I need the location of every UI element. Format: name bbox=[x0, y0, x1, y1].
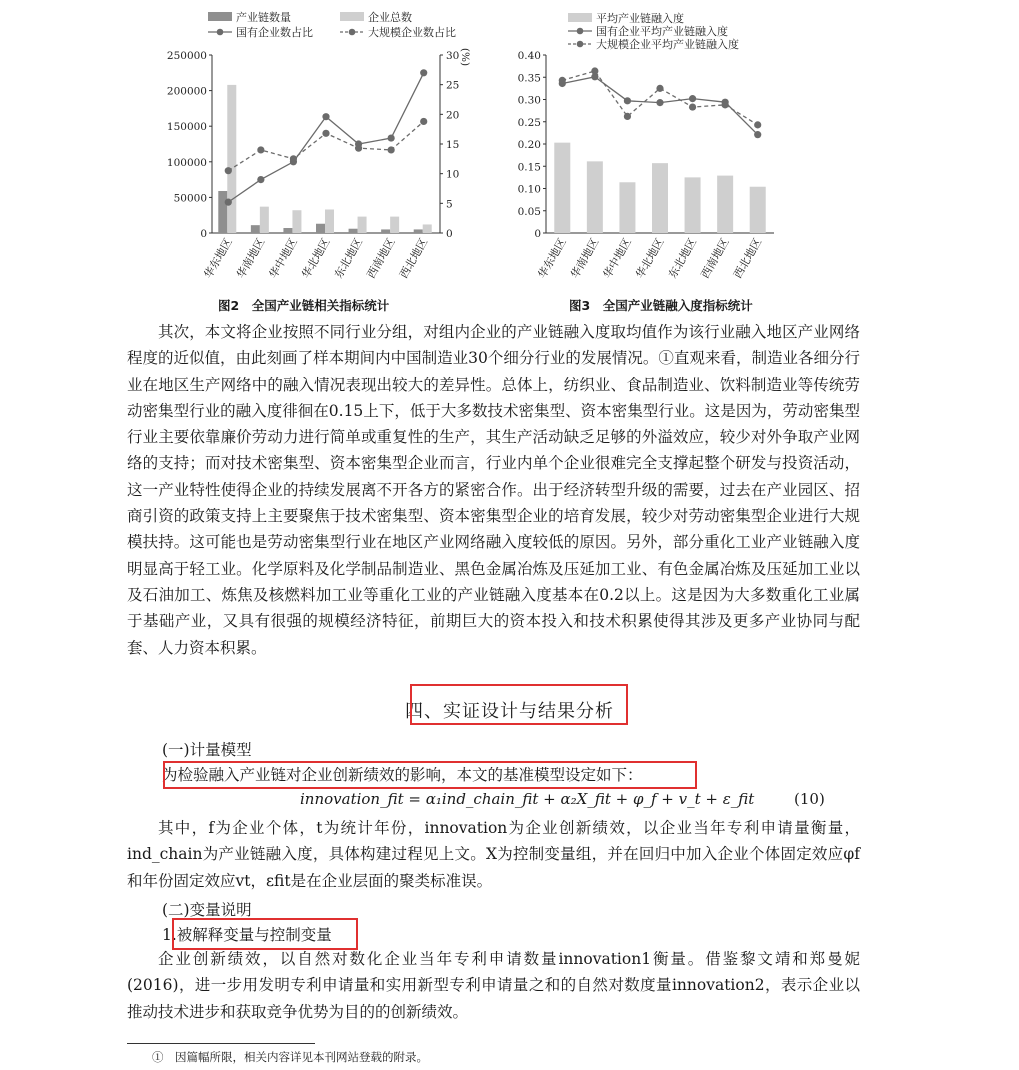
point-1-0 bbox=[225, 167, 232, 174]
series-line-1 bbox=[562, 71, 757, 125]
y-tick-label-0: 0 bbox=[534, 228, 541, 240]
legend-marker-1 bbox=[577, 28, 584, 35]
category-label-4: 东北地区 bbox=[665, 236, 700, 281]
y-tick-label-7: 0.35 bbox=[517, 72, 541, 85]
figure-2 bbox=[150, 10, 480, 290]
bar-1-5 bbox=[390, 217, 399, 233]
legend-marker-1 bbox=[349, 29, 356, 36]
section-title: 四、实证设计与结果分析 bbox=[405, 701, 614, 722]
bar-1-0 bbox=[227, 85, 236, 233]
equation-baseline-model: innovation_fit = α₁ind_chain_fit + α₂X_fit + φ_f + v_t + ε_fit bbox=[300, 790, 755, 808]
point-1-2 bbox=[290, 155, 297, 162]
point-1-6 bbox=[754, 121, 761, 128]
y2-tick-label-3: 15 bbox=[446, 139, 460, 151]
bar-1-4 bbox=[358, 217, 367, 233]
figure-3-chart bbox=[500, 10, 830, 290]
bar-0-1 bbox=[251, 225, 260, 233]
y-tick-label-4: 0.20 bbox=[517, 139, 541, 151]
model-intro-text: 为检验融入产业链对企业创新绩效的影响，本文的基准模型设定如下： bbox=[162, 766, 643, 784]
point-1-3 bbox=[322, 130, 329, 137]
bar-0-3 bbox=[316, 224, 325, 233]
bar-0-4 bbox=[685, 177, 701, 233]
y2-tick-label-1: 5 bbox=[446, 198, 453, 211]
bar-0-5 bbox=[717, 176, 733, 233]
y2-axis-label: (%) bbox=[459, 47, 471, 67]
equation-number: (10) bbox=[794, 790, 825, 808]
point-0-2 bbox=[624, 97, 631, 104]
figure-3 bbox=[500, 10, 830, 290]
bar-0-0 bbox=[218, 191, 227, 233]
y2-tick-label-6: 30 bbox=[446, 50, 460, 62]
y2-tick-label-2: 10 bbox=[446, 168, 460, 181]
bar-1-3 bbox=[325, 210, 334, 233]
point-0-4 bbox=[689, 95, 696, 102]
footnote: ① 因篇幅所限，相关内容详见本刊网站登载的附录。 bbox=[152, 1050, 428, 1064]
bar-1-2 bbox=[292, 210, 301, 233]
paragraph-industry-analysis: 其次，本文将企业按照不同行业分组，对组内企业的产业链融入度取均值作为该行业融入地区产业网络程度的近似值，由此刻画了样本期间内中国制造业30个细分行业的发展情况。①直观来看，制造业各细分行业在地区生产网络中的融入情况表现出较大的差异性。总体上，纺织业、食品制造业、饮料制造业等传统劳动密集型行业的融入度徘徊在0.15上下，低于大多数技术密集型、资本密集型行业。这是因为，劳动密集型行业主要依靠廉价劳动力进行简单或重复性的生产，其生产活动缺乏足够的外溢效应，较少对外争取产业网络的支持；而对技术密集型、资本密集型企业而言，行业内单个企业很难完全支撑起整个研发与投资活动，这一产业特性使得企业的持续发展离不开各方的紧密合作。出于经济转型升级的需要，过去在产业园区、招商引资的政策支持上主要聚焦于技术密集型、资本密集型企业的培育发展，较少对劳动密集型企业进行大规模扶持。这可能也是劳动密集型行业在地区产业网络融入度较低的原因。另外，部分重化工业产业链融入度明显高于轻工业。化学原料及化学制品制造业、黑色金属冶炼及压延加工业、有色金属冶炼及压延加工业以及石油加工、炼焦及核燃料加工业等重化工业的产业链融入度基本在0.2以上。这是因为大多数重化工业属于基础产业，又具有很强的规模经济特征，前期巨大的资本投入和技术积累使得其涉及更多产业协同与配套、人力资本积累。 bbox=[127, 323, 860, 657]
y-tick-label-1: 50000 bbox=[173, 192, 207, 205]
y2-tick-label-4: 20 bbox=[446, 109, 460, 122]
y-tick-label-5: 250000 bbox=[166, 50, 207, 62]
y-tick-label-5: 0.25 bbox=[517, 116, 541, 129]
point-1-5 bbox=[388, 146, 395, 153]
legend-marker-0 bbox=[217, 29, 224, 36]
y-tick-label-0: 0 bbox=[200, 228, 207, 240]
legend-label-1: 国有企业平均产业链融入度 bbox=[596, 25, 728, 38]
category-label-0: 华东地区 bbox=[535, 236, 569, 281]
y-tick-label-1: 0.05 bbox=[517, 205, 541, 218]
bar-1-6 bbox=[423, 224, 432, 233]
bar-0-6 bbox=[750, 187, 766, 233]
subheading-econometric-model: (一)计量模型 bbox=[162, 741, 252, 759]
figure-2-caption: 图2 全国产业链相关指标统计 bbox=[218, 298, 390, 313]
category-label-6: 西北地区 bbox=[731, 236, 765, 281]
y2-tick-label-0: 0 bbox=[446, 228, 453, 240]
paragraph-variable-definitions: 其中，f为企业个体，t为统计年份，innovation为企业创新绩效，以企业当年专利申请量衡量，ind_chain为产业链融入度，具体构建过程见上文。X为控制变量组，并在回归中加入企业个体固定效应φf和年份固定效应vt，εfit是在企业层面的聚类标准误。 bbox=[127, 819, 860, 890]
category-label-5: 西南地区 bbox=[698, 236, 732, 281]
point-0-6 bbox=[420, 69, 427, 76]
point-0-5 bbox=[388, 134, 395, 141]
paragraph-innovation-performance: 企业创新绩效，以自然对数化企业当年专利申请数量innovation1衡量。借鉴黎文靖和郑曼妮(2016)，进一步用发明专利申请量和实用新型专利申请量之和的自然对数度量innovation2，表示企业以推动技术进步和获取竞争优势为目的的创新绩效。 bbox=[127, 950, 860, 1021]
legend-swatch-1 bbox=[340, 12, 364, 21]
category-label-2: 华中地区 bbox=[266, 236, 301, 281]
bar-0-0 bbox=[554, 143, 570, 233]
point-1-6 bbox=[420, 118, 427, 125]
bar-0-5 bbox=[381, 229, 390, 233]
point-1-3 bbox=[656, 85, 663, 92]
bar-0-6 bbox=[414, 229, 423, 233]
point-1-4 bbox=[355, 145, 362, 152]
bar-0-4 bbox=[349, 229, 358, 233]
subheading-dependent-and-control-variables: 1.被解释变量与控制变量 bbox=[162, 926, 332, 944]
y-tick-label-4: 200000 bbox=[166, 85, 207, 98]
y-tick-label-6: 0.30 bbox=[517, 94, 541, 107]
legend-swatch-0 bbox=[568, 13, 592, 22]
figure-2-chart bbox=[150, 10, 480, 290]
point-1-4 bbox=[689, 103, 696, 110]
category-label-6: 西北地区 bbox=[397, 236, 431, 281]
bar-0-2 bbox=[283, 228, 292, 233]
y-tick-label-2: 100000 bbox=[166, 156, 207, 169]
point-1-5 bbox=[722, 101, 729, 108]
subheading-variable-description: (二)变量说明 bbox=[162, 901, 252, 919]
category-label-5: 西南地区 bbox=[364, 236, 398, 281]
legend-marker-2 bbox=[577, 41, 584, 48]
legend-swatch-0 bbox=[208, 12, 232, 21]
y2-tick-label-5: 25 bbox=[446, 79, 460, 92]
point-1-1 bbox=[591, 67, 598, 74]
category-label-3: 华北地区 bbox=[299, 236, 333, 281]
category-label-3: 华北地区 bbox=[633, 236, 667, 281]
y-tick-label-2: 0.10 bbox=[517, 183, 541, 196]
point-1-0 bbox=[559, 77, 566, 84]
bar-0-3 bbox=[652, 163, 668, 233]
bar-0-1 bbox=[587, 161, 603, 233]
point-0-3 bbox=[322, 113, 329, 120]
legend-line-label-1: 大规模企业数占比 bbox=[368, 26, 456, 39]
category-label-1: 华南地区 bbox=[234, 236, 268, 281]
y-tick-label-3: 0.15 bbox=[517, 161, 541, 174]
category-label-0: 华东地区 bbox=[201, 236, 235, 281]
figure-3-caption: 图3 全国产业链融入度指标统计 bbox=[569, 298, 753, 313]
footnote-rule bbox=[127, 1043, 315, 1044]
series-line-1 bbox=[228, 121, 423, 170]
point-0-3 bbox=[656, 99, 663, 106]
y-tick-label-8: 0.40 bbox=[517, 50, 541, 62]
point-0-1 bbox=[257, 176, 264, 183]
category-label-2: 华中地区 bbox=[600, 236, 635, 281]
point-1-1 bbox=[257, 146, 264, 153]
point-1-2 bbox=[624, 113, 631, 120]
legend-label-1: 企业总数 bbox=[368, 11, 412, 24]
legend-label-0: 产业链数量 bbox=[236, 11, 291, 24]
legend-line-label-0: 国有企业数占比 bbox=[236, 26, 313, 39]
category-label-1: 华南地区 bbox=[568, 236, 602, 281]
y-tick-label-3: 150000 bbox=[166, 121, 207, 134]
category-label-4: 东北地区 bbox=[331, 235, 366, 281]
bar-1-1 bbox=[260, 207, 269, 233]
point-0-0 bbox=[225, 199, 232, 206]
legend-label-2: 大规模企业平均产业链融入度 bbox=[596, 38, 739, 51]
legend-label-0: 平均产业链融入度 bbox=[596, 12, 684, 25]
point-0-6 bbox=[754, 131, 761, 138]
bar-0-2 bbox=[619, 182, 635, 233]
